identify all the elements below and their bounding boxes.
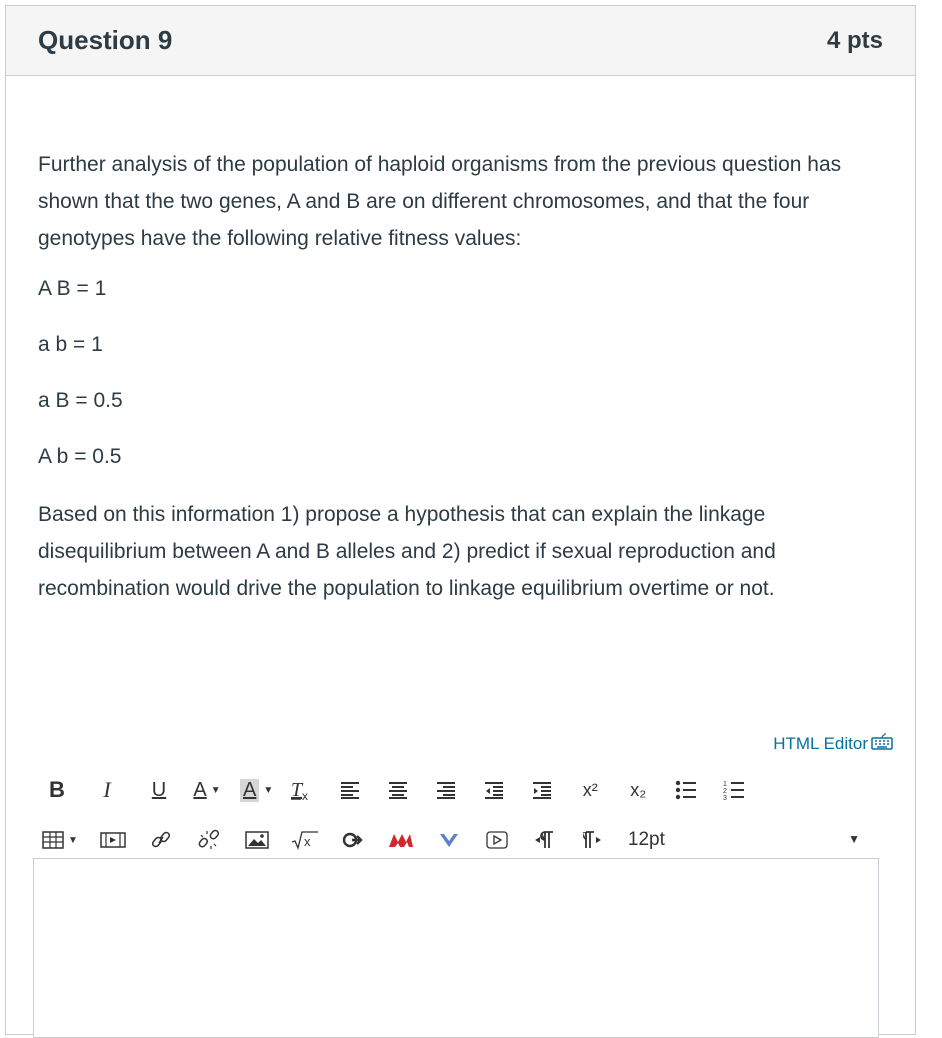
chevron-down-icon: ▼ — [263, 784, 274, 796]
subscript-button[interactable]: x₂ — [630, 779, 647, 800]
unlink-icon[interactable] — [194, 825, 224, 855]
genotype-ab-lower: a b = 1 — [38, 333, 103, 356]
question-prompt: Based on this information 1) propose a hypothesis that can explain the linkage disequilibrium between A and B alleles and 2) predict if sexual reproduction and recombination would drive the population to linkage equilibrium overtime or not. — [38, 503, 776, 600]
bullet-list-icon[interactable] — [671, 775, 701, 805]
genotype-aB: a B = 0.5 — [38, 389, 123, 412]
question-points: 4 pts — [826, 26, 883, 54]
indent-icon[interactable] — [527, 775, 557, 805]
superscript-button[interactable]: x² — [582, 779, 598, 800]
bold-button[interactable]: B — [49, 777, 65, 802]
media-icon[interactable] — [98, 825, 128, 855]
svg-text:1: 1 — [723, 781, 728, 788]
background-color-label: A — [240, 779, 259, 802]
editor-toolbar-row-2 — [42, 822, 882, 858]
rich-content-editor[interactable] — [33, 858, 879, 1038]
svg-text:3: 3 — [723, 795, 728, 801]
question-intro: Further analysis of the population of haploid organisms from the previous question has shown that the two genes, A and B are on different chromosomes, and that the four genotypes have the following relative fitness values: — [38, 153, 842, 250]
question-body — [6, 76, 915, 607]
align-right-icon[interactable] — [431, 775, 461, 805]
italic-button[interactable]: I — [103, 777, 111, 802]
background-color-button[interactable] — [240, 775, 273, 805]
underline-button[interactable]: U — [151, 778, 167, 801]
ltr-paragraph-icon[interactable] — [530, 825, 560, 855]
align-center-icon[interactable] — [383, 775, 413, 805]
editor-toolbar-row-1 — [42, 772, 882, 808]
svg-text:T: T — [291, 779, 303, 801]
embed-tool-icon[interactable] — [338, 825, 368, 855]
chevron-down-icon: ▼ — [68, 834, 78, 846]
numbered-list-icon[interactable] — [719, 775, 749, 805]
mcgraw-hill-icon[interactable] — [386, 825, 416, 855]
align-left-icon[interactable] — [335, 775, 365, 805]
svg-text:2: 2 — [723, 788, 728, 795]
equation-icon[interactable] — [290, 825, 320, 855]
image-icon[interactable] — [242, 825, 272, 855]
question-title: Question 9 — [38, 25, 173, 55]
outdent-icon[interactable] — [479, 775, 509, 805]
genotype-ab-upper: A B = 1 — [38, 277, 107, 300]
table-icon — [42, 830, 64, 850]
html-editor-label[interactable]: HTML Editor — [773, 733, 868, 753]
tool-v-icon[interactable] — [434, 825, 464, 855]
question-header — [6, 6, 915, 76]
link-icon[interactable] — [146, 825, 176, 855]
font-color-button[interactable] — [192, 775, 222, 805]
media-player-icon[interactable] — [482, 825, 512, 855]
font-size-select[interactable]: 12pt — [627, 829, 665, 850]
svg-text:x: x — [302, 789, 309, 802]
html-editor-link[interactable] — [773, 731, 894, 756]
clear-formatting-icon[interactable] — [287, 775, 317, 805]
font-color-label: A — [193, 778, 207, 801]
chevron-down-icon[interactable]: ▼ — [848, 832, 860, 846]
table-button[interactable] — [42, 825, 78, 855]
svg-text:x: x — [303, 834, 311, 849]
chevron-down-icon: ▼ — [210, 784, 221, 796]
rtl-paragraph-icon[interactable] — [578, 825, 608, 855]
keyboard-icon[interactable] — [870, 731, 894, 756]
genotype-Ab: A b = 0.5 — [38, 445, 122, 468]
